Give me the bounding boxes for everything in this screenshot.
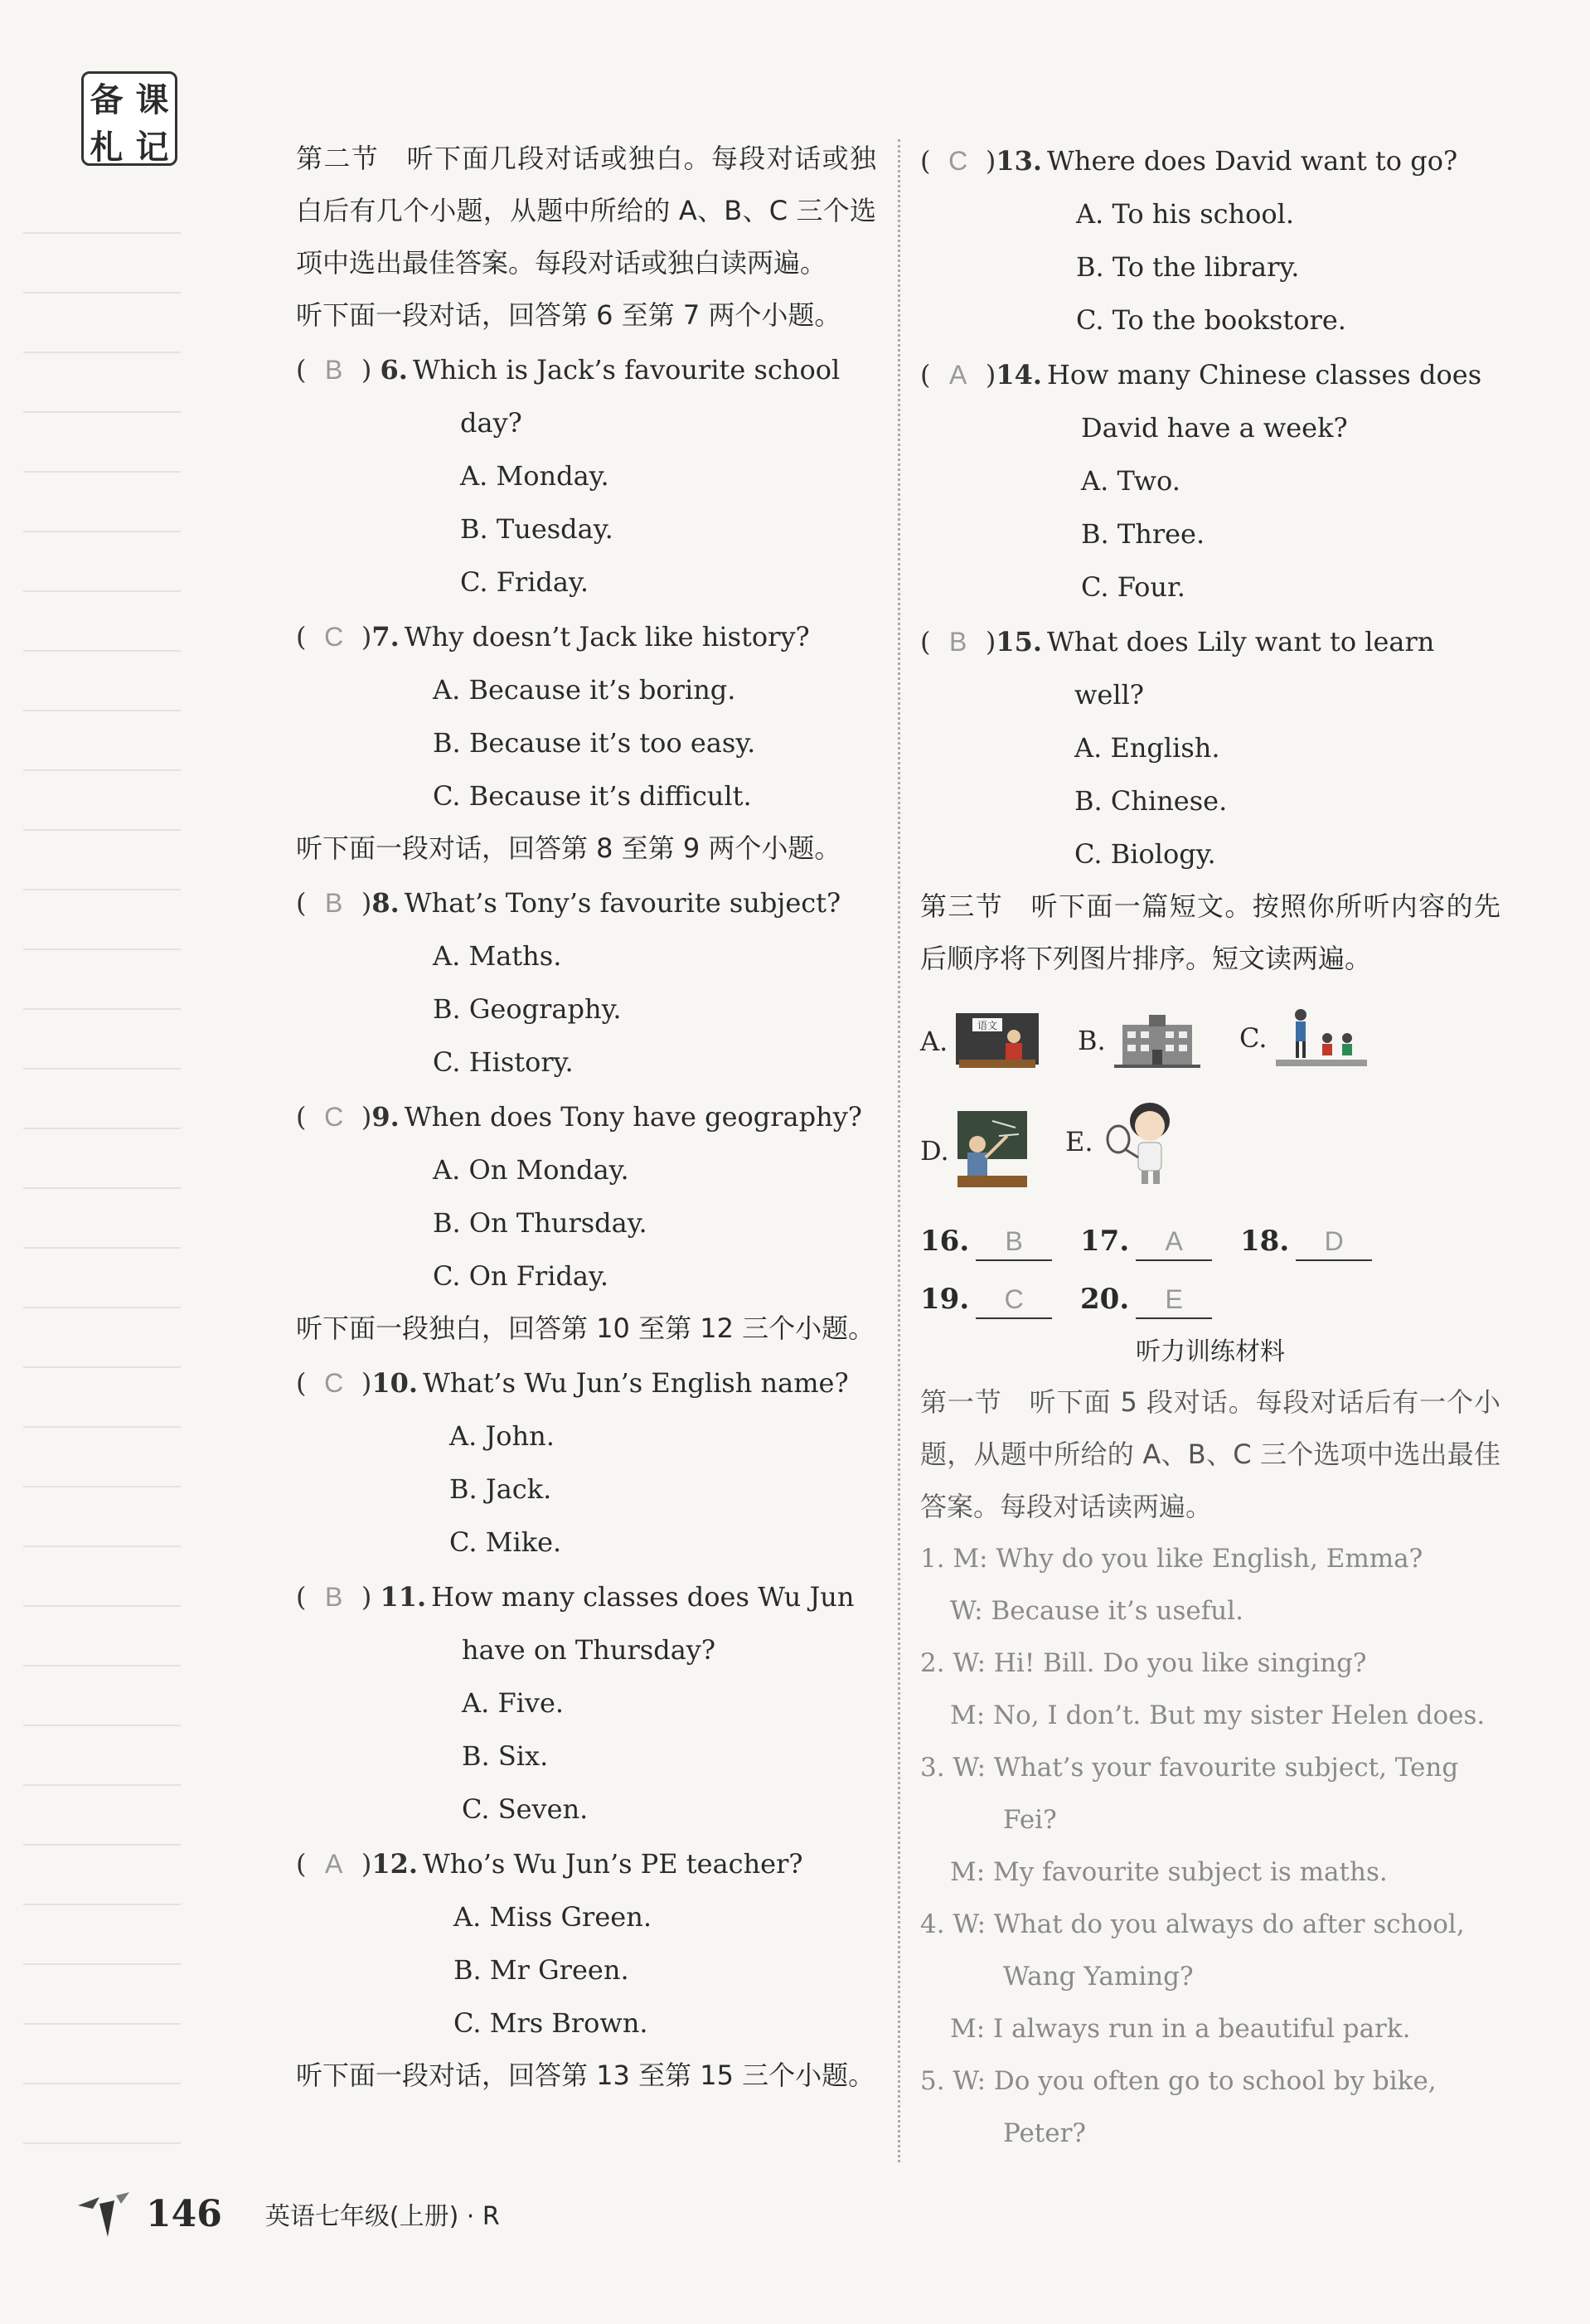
script-line: Peter? — [1003, 2118, 1087, 2148]
question-14: ( A ) 14. How many Chinese classes does David have a week? A. Two. B. Three. C. Four. — [920, 348, 1500, 614]
question-9: ( C ) 9. When does Tony have geography? A. On Monday. B. On Thursday. C. On Friday. — [296, 1090, 876, 1303]
notes-badge — [81, 71, 177, 166]
column-divider — [898, 139, 900, 2162]
option-c: C. Four. — [1081, 571, 1185, 603]
blank-number: 18. — [1240, 1225, 1290, 1258]
blank-number: 17. — [1080, 1225, 1130, 1258]
picture-e — [1065, 1096, 1185, 1187]
intro-q6-7: 听下面一段对话，回答第 6 至第 7 两个小题。 — [296, 299, 841, 331]
intro-q8-9: 听下面一段对话，回答第 8 至第 9 两个小题。 — [296, 832, 841, 864]
option-c: C. Seven. — [462, 1793, 589, 1825]
question-number: 15. — [996, 626, 1042, 657]
picture-label: E. — [1065, 1126, 1093, 1157]
classroom-teacher-icon — [956, 1013, 1039, 1070]
option-a: A. English. — [1074, 732, 1220, 764]
option-a: A. Five. — [462, 1687, 565, 1719]
option-b: B. Jack. — [449, 1473, 552, 1505]
option-b: B. To the library. — [1076, 251, 1300, 283]
question-stem: What’s Wu Jun’s English name? — [422, 1367, 849, 1399]
script-line: M: No, I don’t. But my sister Helen does. — [950, 1701, 1486, 1730]
question-10: ( C ) 10. What’s Wu Jun’s English name? A. John. B. Jack. C. Mike. — [296, 1356, 876, 1569]
materials-title: 听力训练材料 — [1136, 1337, 1285, 1366]
ordering-answers — [920, 1212, 1500, 1328]
script-line: 1. M: Why do you like English, Emma? — [920, 1544, 1423, 1574]
left-column — [296, 133, 876, 2102]
picture-b — [1078, 1013, 1200, 1068]
option-a: A. Miss Green. — [453, 1901, 652, 1933]
page-footer — [75, 2189, 500, 2239]
option-b: B. Mr Green. — [453, 1954, 629, 1986]
option-b: B. Chinese. — [1074, 785, 1228, 817]
question-stem: Why doesn’t Jack like history? — [404, 621, 810, 653]
option-a: A. Monday. — [460, 460, 609, 492]
option-c: C. History. — [433, 1046, 574, 1078]
option-b: B. Tuesday. — [460, 513, 613, 545]
question-number: 12. — [371, 1848, 418, 1880]
option-c: C. Because it’s difficult. — [433, 780, 752, 812]
answer-blank: A — [1136, 1223, 1212, 1261]
option-c: C. Mike. — [449, 1526, 562, 1558]
page-number: 146 — [146, 2192, 222, 2235]
picture-label: A. — [920, 1026, 948, 1057]
answer-blank: B — [976, 1223, 1052, 1261]
option-b: B. On Thursday. — [433, 1207, 647, 1239]
students-outdoors-icon — [1276, 1005, 1367, 1071]
question-13: ( C ) 13. Where does David want to go? A. To his school. B. To the library. C. To the bookstore. — [920, 134, 1500, 347]
answer-mark: B — [324, 355, 343, 385]
picture-a — [920, 1013, 1039, 1070]
question-stem-cont: well? — [1074, 679, 1144, 711]
picture-options — [920, 997, 1500, 1212]
option-a: A. Because it’s boring. — [433, 674, 736, 706]
option-a: A. To his school. — [1076, 198, 1295, 230]
question-number: 11. — [380, 1581, 427, 1613]
answer-mark: C — [948, 146, 968, 176]
question-number: 9. — [371, 1101, 400, 1133]
section-3-instructions: 第三节 听下面一篇短文。按照你所听内容的先后顺序将下列图片排序。短文读两遍。 — [920, 890, 1500, 974]
question-15: ( B ) 15. What does Lily want to learn well? A. English. B. Chinese. C. Biology. — [920, 615, 1500, 881]
blackboard-text: 语文 — [977, 1020, 998, 1031]
question-number: 10. — [371, 1367, 418, 1399]
option-c: C. Biology. — [1074, 838, 1216, 870]
picture-label: D. — [920, 1135, 949, 1167]
option-b: B. Three. — [1081, 518, 1205, 550]
section-2-instructions: 第二节 听下面几段对话或独白。每段对话或独白后有几个小题，从题中所给的 A、B、C 三个选项中选出最佳答案。每段对话或独白读两遍。 — [296, 143, 876, 279]
picture-d — [920, 1111, 1027, 1191]
right-column — [920, 133, 1500, 2160]
option-a: A. Maths. — [433, 940, 562, 972]
badge-char: 备 — [90, 81, 124, 119]
question-stem: Which is Jack’s favourite school — [412, 354, 841, 386]
question-number: 13. — [996, 145, 1042, 177]
answer-mark: A — [324, 1849, 343, 1879]
script-line: 2. W: Hi! Bill. Do you like singing? — [920, 1648, 1367, 1678]
answer-blank: D — [1296, 1223, 1372, 1261]
answer-mark: C — [324, 622, 344, 652]
picture-c — [1239, 1005, 1367, 1071]
question-stem-cont: David have a week? — [1081, 412, 1348, 444]
picture-label: C. — [1239, 1022, 1268, 1054]
script-line: 5. W: Do you often go to school by bike, — [920, 2066, 1437, 2096]
question-7: ( C ) 7. Why doesn’t Jack like history? A. Because it’s boring. B. Because it’s too easy. C. Because it’s difficult. — [296, 610, 876, 822]
blank-number: 19. — [920, 1283, 970, 1316]
script-line: M: My favourite subject is maths. — [950, 1857, 1388, 1887]
script-line: 4. W: What do you always do after school, — [920, 1909, 1465, 1939]
question-6: ( B ) 6. Which is Jack’s favourite school day? A. Monday. B. Tuesday. C. Friday. — [296, 343, 876, 609]
girl-with-racket-icon — [1102, 1096, 1185, 1187]
badge-char: 课 — [135, 81, 169, 119]
option-c: C. On Friday. — [433, 1260, 608, 1292]
question-stem: What’s Tony’s favourite subject? — [404, 887, 841, 919]
teacher-pointing-icon — [957, 1111, 1027, 1191]
book-title: 英语七年级(上册) · R — [264, 2202, 500, 2231]
option-c: C. Mrs Brown. — [453, 2007, 648, 2039]
option-a: A. On Monday. — [433, 1154, 629, 1186]
answer-mark: B — [324, 888, 343, 918]
listening-script — [920, 1533, 1500, 2160]
question-stem-cont: day? — [460, 407, 522, 439]
option-b: B. Six. — [462, 1740, 549, 1772]
answer-mark: B — [948, 627, 967, 657]
option-c: C. Friday. — [460, 566, 589, 598]
answer-mark: B — [324, 1582, 343, 1612]
question-number: 6. — [380, 354, 408, 386]
option-c: C. To the bookstore. — [1076, 304, 1346, 336]
script-line: W: Because it’s useful. — [950, 1596, 1243, 1626]
question-number: 8. — [371, 887, 400, 919]
school-building-icon — [1114, 1013, 1200, 1068]
badge-char: 记 — [135, 129, 169, 167]
question-stem: What does Lily want to learn — [1046, 626, 1435, 657]
blank-number: 20. — [1080, 1283, 1130, 1316]
question-8: ( B ) 8. What’s Tony’s favourite subject? A. Maths. B. Geography. C. History. — [296, 876, 876, 1089]
script-line: Fei? — [1003, 1805, 1057, 1835]
corner-decoration-icon — [75, 2189, 133, 2239]
option-b: B. Geography. — [433, 993, 622, 1025]
badge-char: 札 — [90, 129, 124, 167]
answer-mark: C — [324, 1368, 344, 1398]
intro-q13-15: 听下面一段对话，回答第 13 至第 15 三个小题。 — [296, 2060, 875, 2091]
answer-mark: C — [324, 1102, 344, 1132]
question-stem: How many classes does Wu Jun — [431, 1581, 855, 1613]
question-number: 7. — [371, 621, 400, 653]
answer-blank: C — [976, 1281, 1052, 1319]
option-a: A. Two. — [1081, 465, 1180, 497]
question-11: ( B ) 11. How many classes does Wu Jun have on Thursday? A. Five. B. Six. C. Seven. — [296, 1570, 876, 1836]
question-stem: Where does David want to go? — [1046, 145, 1458, 177]
margin-note-lines — [23, 174, 181, 2189]
script-line: 3. W: What’s your favourite subject, Teng — [920, 1753, 1459, 1783]
answer-mark: A — [948, 360, 967, 390]
intro-q10-12: 听下面一段独白，回答第 10 至第 12 三个小题。 — [296, 1312, 875, 1344]
script-line: Wang Yaming? — [1003, 1962, 1194, 1992]
picture-label: B. — [1078, 1025, 1106, 1056]
question-number: 14. — [996, 359, 1042, 391]
question-stem: Who’s Wu Jun’s PE teacher? — [422, 1848, 803, 1880]
blank-number: 16. — [920, 1225, 970, 1258]
option-a: A. John. — [449, 1420, 555, 1452]
answer-blank: E — [1136, 1281, 1212, 1319]
section-1-instructions: 第一节 听下面 5 段对话。每段对话后有一个小题，从题中所给的 A、B、C 三个选项中选出最佳答案。每段对话读两遍。 — [920, 1386, 1500, 1522]
question-stem: How many Chinese classes does — [1046, 359, 1482, 391]
question-12: ( A ) 12. Who’s Wu Jun’s PE teacher? A. Miss Green. B. Mr Green. C. Mrs Brown. — [296, 1837, 876, 2050]
question-stem: When does Tony have geography? — [404, 1101, 862, 1133]
question-stem-cont: have on Thursday? — [462, 1634, 715, 1666]
option-b: B. Because it’s too easy. — [433, 727, 756, 759]
script-line: M: I always run in a beautiful park. — [950, 2014, 1411, 2044]
